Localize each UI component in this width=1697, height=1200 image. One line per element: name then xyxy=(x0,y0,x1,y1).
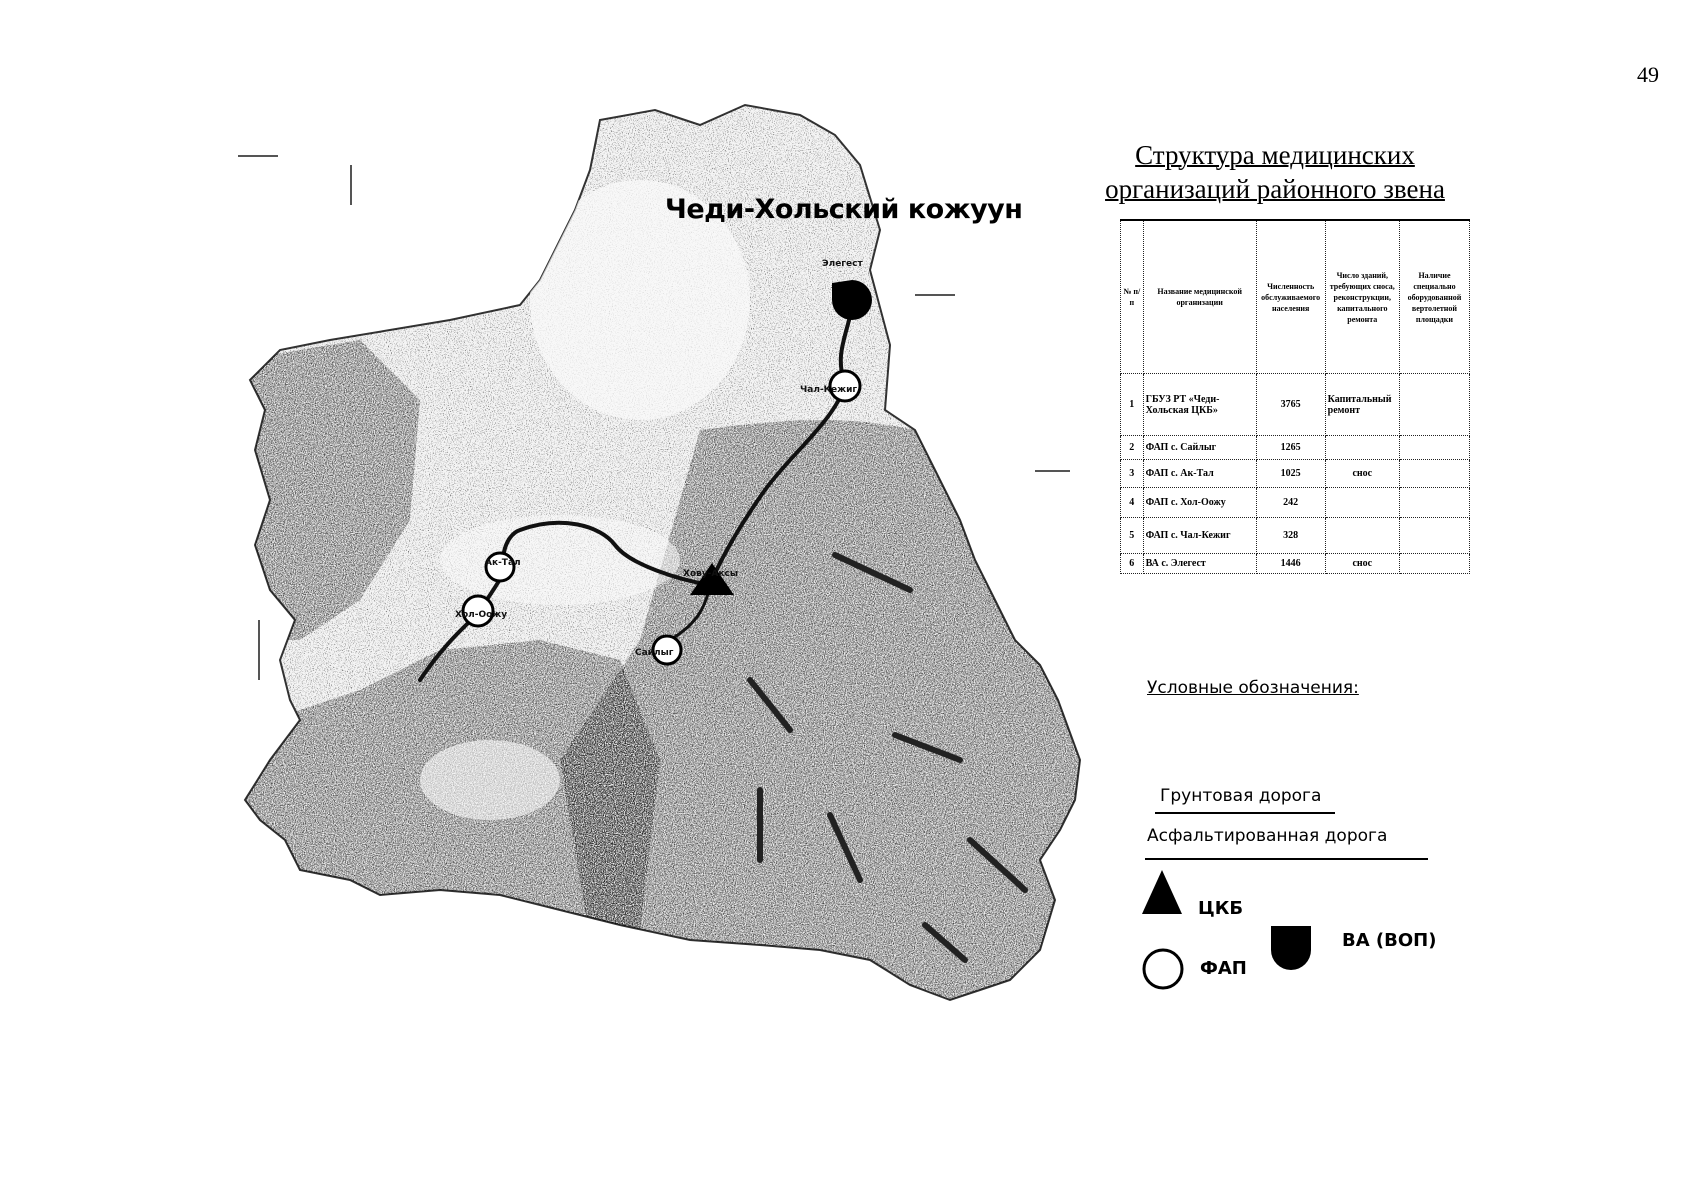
cell-num: 2 xyxy=(1121,436,1144,460)
label-saylyg: Сайлыг xyxy=(635,648,674,658)
table-row xyxy=(1121,518,1470,554)
cell-num: 3 xyxy=(1121,460,1144,488)
medical-organizations-table xyxy=(1120,219,1470,574)
cell-repair xyxy=(1325,518,1399,554)
cell-helipad xyxy=(1399,436,1469,460)
cell-population: 1446 xyxy=(1256,554,1325,574)
cell-population: 3765 xyxy=(1256,374,1325,436)
cell-helipad xyxy=(1399,554,1469,574)
col-helipad: Наличие специально оборудованной вертолетной площадки xyxy=(1399,220,1469,374)
col-population: Численность обслуживаемого населения xyxy=(1256,220,1325,374)
table-row xyxy=(1121,488,1470,518)
legend-va-marker-icon xyxy=(1265,920,1317,976)
label-elegest: Элегест xyxy=(822,259,863,269)
cell-num: 4 xyxy=(1121,488,1144,518)
col-num: № п/п xyxy=(1121,220,1144,374)
district-area xyxy=(240,100,1090,1000)
cell-num: 6 xyxy=(1121,554,1144,574)
cell-num: 5 xyxy=(1121,518,1144,554)
legend-dirt-road-label: Грунтовая дорога xyxy=(1160,786,1322,806)
cell-population: 1265 xyxy=(1256,436,1325,460)
structure-title-line1: Структура медицинских xyxy=(1135,140,1415,170)
legend-fap-circle-icon xyxy=(1140,946,1186,992)
label-khol-ozhyu: Хол-Оожу xyxy=(455,610,508,620)
label-khovu-aksy: Хову-Аксы xyxy=(683,569,738,579)
cell-helipad xyxy=(1399,518,1469,554)
col-repair: Число зданий, требующих сноса, реконструкции, капитального ремонта xyxy=(1325,220,1399,374)
cell-population: 328 xyxy=(1256,518,1325,554)
legend-ckb-label: ЦКБ xyxy=(1198,898,1244,919)
table-row xyxy=(1121,374,1470,436)
table-header-row xyxy=(1121,220,1470,374)
cell-population: 1025 xyxy=(1256,460,1325,488)
legend-fap-label: ФАП xyxy=(1200,958,1247,979)
structure-title xyxy=(1065,138,1485,206)
cell-helipad xyxy=(1399,488,1469,518)
table-row xyxy=(1121,460,1470,488)
table-row xyxy=(1121,554,1470,574)
structure-title-line2: организаций районного звена xyxy=(1105,174,1445,204)
legend-paved-road-line xyxy=(1145,858,1428,860)
page-number: 49 xyxy=(1637,62,1659,87)
cell-name: ФАП с. Ак-Тал xyxy=(1143,460,1256,488)
cell-helipad xyxy=(1399,374,1469,436)
label-chal-kezhig: Чал-Кежиг xyxy=(800,385,858,395)
cell-repair: снос xyxy=(1325,460,1399,488)
cell-num: 1 xyxy=(1121,374,1144,436)
legend-va-label: ВА (ВОП) xyxy=(1342,930,1437,951)
table-row xyxy=(1121,436,1470,460)
legend-ckb-triangle-icon xyxy=(1140,868,1184,916)
legend-title: Условные обозначения: xyxy=(1147,678,1359,698)
legend-paved-road-label: Асфальтированная дорога xyxy=(1147,826,1388,846)
va-marker-elegest xyxy=(832,280,872,320)
cell-population: 242 xyxy=(1256,488,1325,518)
cell-name: ФАП с. Сайлыг xyxy=(1143,436,1256,460)
cell-repair: Капитальный ремонт xyxy=(1325,374,1399,436)
legend-dirt-road-line xyxy=(1155,812,1335,814)
cell-name: ГБУЗ РТ «Чеди-Хольская ЦКБ» xyxy=(1143,374,1256,436)
cell-repair: снос xyxy=(1325,554,1399,574)
label-ak-tal: Ак-Тал xyxy=(485,558,521,568)
district-title: Чеди-Хольский кожуун xyxy=(665,194,1023,225)
cell-repair xyxy=(1325,488,1399,518)
cell-name: ФАП с. Хол-Оожу xyxy=(1143,488,1256,518)
cell-helipad xyxy=(1399,460,1469,488)
cell-name: ФАП с. Чал-Кежиг xyxy=(1143,518,1256,554)
cell-repair xyxy=(1325,436,1399,460)
cell-name: ВА с. Элегест xyxy=(1143,554,1256,574)
col-name: Название медицинской организации xyxy=(1143,220,1256,374)
